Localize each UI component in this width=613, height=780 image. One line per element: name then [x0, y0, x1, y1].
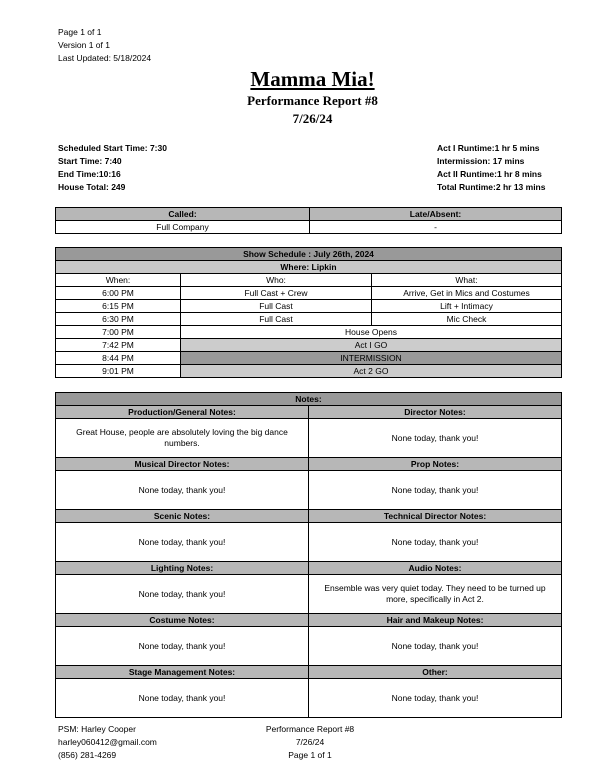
last-updated: Last Updated: 5/18/2024 — [58, 53, 152, 63]
notes-title: Notes: — [56, 393, 562, 406]
title-block — [0, 66, 613, 128]
total-runtime: Total Runtime:2 hr 13 mins — [437, 182, 546, 192]
schedule-location: Where: Lipkin — [56, 261, 562, 274]
who-header: Who: — [181, 274, 372, 287]
notes-section-body — [56, 419, 562, 458]
notes-section-header — [56, 666, 562, 679]
schedule-column-headers — [56, 274, 562, 287]
notes-section-body — [56, 679, 562, 718]
event-time: 7:42 PM — [56, 339, 181, 352]
schedule-what: Arrive, Get in Mics and Costumes — [372, 287, 562, 300]
start-time: Start Time: 7:40 — [58, 156, 122, 166]
schedule-who: Full Cast + Crew — [181, 287, 372, 300]
schedule-row — [56, 313, 562, 326]
technical-director-notes-text: None today, thank you! — [309, 523, 562, 562]
notes-section-header — [56, 614, 562, 627]
event-label: Act I GO — [181, 339, 562, 352]
notes-section-body — [56, 471, 562, 510]
director-notes-text: None today, thank you! — [309, 419, 562, 458]
hair-makeup-notes-text: None today, thank you! — [309, 627, 562, 666]
schedule-what: Lift + Intimacy — [372, 300, 562, 313]
schedule-event-row — [56, 326, 562, 339]
end-time: End Time:10:16 — [58, 169, 121, 179]
document-meta — [58, 26, 151, 65]
late-absent-header: Late/Absent: — [310, 208, 562, 221]
schedule-when: 6:30 PM — [56, 313, 181, 326]
scheduled-start: Scheduled Start Time: 7:30 — [58, 143, 167, 153]
event-label: House Opens — [181, 326, 562, 339]
psm-email: harley060412@gmail.com — [58, 737, 157, 747]
psm-phone: (856) 281-4269 — [58, 750, 117, 760]
footer-report: Performance Report #8 — [265, 724, 355, 734]
costume-notes-label: Costume Notes: — [56, 614, 309, 627]
schedule-what: Mic Check — [372, 313, 562, 326]
audio-notes-label: Audio Notes: — [309, 562, 562, 575]
when-header: When: — [56, 274, 181, 287]
event-label: INTERMISSION — [181, 352, 562, 365]
schedule-who: Full Cast — [181, 300, 372, 313]
schedule-event-row — [56, 339, 562, 352]
stage-management-notes-label: Stage Management Notes: — [56, 666, 309, 679]
footer-date: 7/26/24 — [295, 737, 325, 747]
event-time: 9:01 PM — [56, 365, 181, 378]
production-notes-label: Production/General Notes: — [56, 406, 309, 419]
other-notes-label: Other: — [309, 666, 562, 679]
event-time: 7:00 PM — [56, 326, 181, 339]
footer-page: Page 1 of 1 — [288, 750, 332, 760]
act2-runtime: Act II Runtime:1 hr 8 mins — [437, 169, 542, 179]
act1-runtime: Act I Runtime:1 hr 5 mins — [437, 143, 540, 153]
lighting-notes-label: Lighting Notes: — [56, 562, 309, 575]
scenic-notes-text: None today, thank you! — [56, 523, 309, 562]
called-table — [55, 207, 562, 234]
version: Version 1 of 1 — [58, 40, 110, 50]
notes-section-body — [56, 575, 562, 614]
called-value: Full Company — [56, 221, 310, 234]
schedule-who: Full Cast — [181, 313, 372, 326]
intermission-runtime: Intermission: 17 mins — [437, 156, 525, 166]
house-total: House Total: 249 — [58, 182, 126, 192]
psm-name: PSM: Harley Cooper — [58, 724, 136, 734]
costume-notes-text: None today, thank you! — [56, 627, 309, 666]
time-stats — [58, 142, 167, 194]
notes-section-body — [56, 523, 562, 562]
event-time: 8:44 PM — [56, 352, 181, 365]
event-label: Act 2 GO — [181, 365, 562, 378]
notes-table — [55, 392, 562, 718]
runtime-stats — [437, 142, 545, 194]
schedule-row — [56, 287, 562, 300]
audio-notes-text: Ensemble was very quiet today. They need to be turned up more, specifically in Act 2. — [309, 575, 562, 614]
director-notes-label: Director Notes: — [309, 406, 562, 419]
musical-director-notes-text: None today, thank you! — [56, 471, 309, 510]
hair-makeup-notes-label: Hair and Makeup Notes: — [309, 614, 562, 627]
late-absent-value: - — [310, 221, 562, 234]
report-date: 7/26/24 — [292, 111, 333, 126]
page-count: Page 1 of 1 — [58, 27, 102, 37]
footer-contact — [58, 723, 157, 762]
lighting-notes-text: None today, thank you! — [56, 575, 309, 614]
schedule-title: Show Schedule : July 26th, 2024 — [56, 248, 562, 261]
scenic-notes-label: Scenic Notes: — [56, 510, 309, 523]
notes-section-body — [56, 627, 562, 666]
musical-director-notes-label: Musical Director Notes: — [56, 458, 309, 471]
schedule-table — [55, 247, 562, 378]
notes-section-header — [56, 562, 562, 575]
notes-section-header — [56, 406, 562, 419]
production-notes-text: Great House, people are absolutely loving the big dance numbers. — [56, 419, 309, 458]
schedule-when: 6:00 PM — [56, 287, 181, 300]
schedule-row — [56, 300, 562, 313]
schedule-event-row — [56, 352, 562, 365]
prop-notes-text: None today, thank you! — [309, 471, 562, 510]
what-header: What: — [372, 274, 562, 287]
report-number: Performance Report #8 — [247, 93, 378, 108]
called-header: Called: — [56, 208, 310, 221]
schedule-event-row — [56, 365, 562, 378]
technical-director-notes-label: Technical Director Notes: — [309, 510, 562, 523]
other-notes-text: None today, thank you! — [309, 679, 562, 718]
notes-section-header — [56, 510, 562, 523]
prop-notes-label: Prop Notes: — [309, 458, 562, 471]
footer-report-info — [250, 723, 370, 762]
schedule-when: 6:15 PM — [56, 300, 181, 313]
show-title: Mamma Mia! — [250, 67, 375, 91]
notes-section-header — [56, 458, 562, 471]
stage-management-notes-text: None today, thank you! — [56, 679, 309, 718]
